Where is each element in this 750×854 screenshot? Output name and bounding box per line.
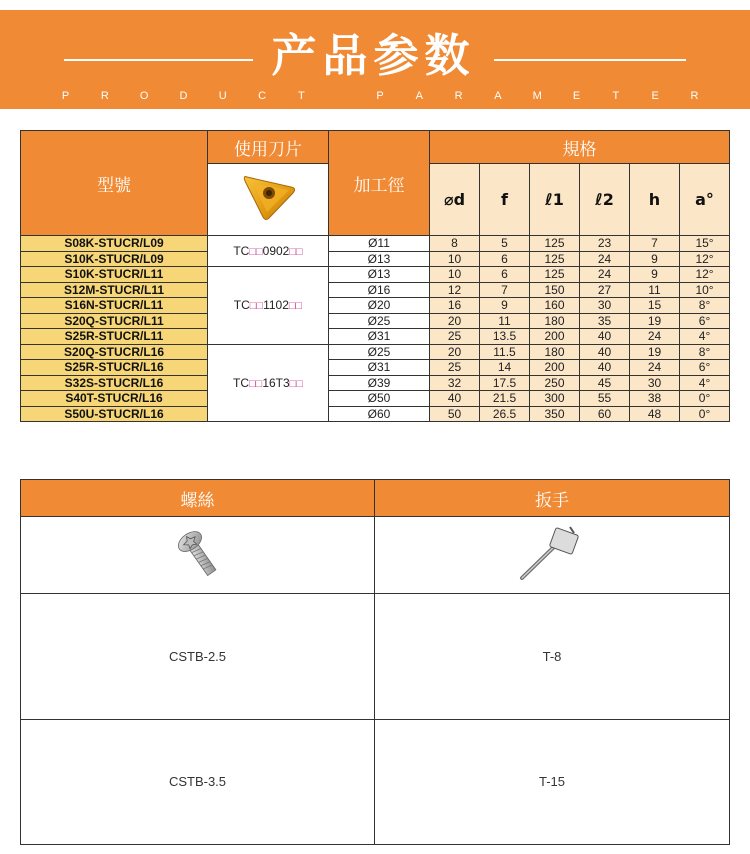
parameter-banner xyxy=(0,10,750,109)
spec-d-cell: 10 xyxy=(430,251,480,267)
spec-h-cell: 11 xyxy=(630,282,680,298)
spec-row xyxy=(21,282,730,298)
model-cell: S50U-STUCR/L16 xyxy=(21,406,208,422)
banner-subtitle xyxy=(60,90,700,102)
insert-code-prefix: TC xyxy=(233,298,250,313)
spec-d-cell: 25 xyxy=(430,360,480,376)
spec-f-cell: 6 xyxy=(480,267,530,283)
spec-row xyxy=(21,313,730,329)
torx-wrench-icon xyxy=(512,523,592,583)
spec-row xyxy=(21,329,730,345)
insert-code-code: 1102 xyxy=(263,298,289,313)
model-cell: S32S-STUCR/L16 xyxy=(21,375,208,391)
insert-code-cell xyxy=(208,236,329,267)
spec-a-cell: 15° xyxy=(680,236,730,252)
spec-h-cell: 38 xyxy=(630,391,680,407)
insert-code-suffix: □□ xyxy=(288,300,303,313)
bore-cell: Ø50 xyxy=(329,391,430,407)
spec-f-cell: 9 xyxy=(480,298,530,314)
banner-subtitle-letter: R xyxy=(100,90,109,102)
spec-a-cell: 4° xyxy=(680,329,730,345)
spec-row xyxy=(21,375,730,391)
spec-l1-cell: 160 xyxy=(530,298,580,314)
spec-l1-cell: 200 xyxy=(530,329,580,345)
screw-value: CSTB-2.5 xyxy=(21,594,375,720)
header-h: h xyxy=(630,164,680,236)
spec-a-cell: 4° xyxy=(680,375,730,391)
spec-row xyxy=(21,344,730,360)
insert-code-boxes: □□ xyxy=(249,246,263,258)
spec-f-cell: 11.5 xyxy=(480,344,530,360)
bore-cell: Ø16 xyxy=(329,282,430,298)
bore-cell: Ø31 xyxy=(329,329,430,345)
header-f: f xyxy=(480,164,530,236)
banner-left-rule xyxy=(64,59,253,61)
spec-l1-cell: 250 xyxy=(530,375,580,391)
spec-a-cell: 8° xyxy=(680,298,730,314)
spec-l1-cell: 350 xyxy=(530,406,580,422)
screw-value: CSTB-3.5 xyxy=(21,719,375,845)
banner-subtitle-letter: A xyxy=(494,90,502,102)
bore-cell: Ø13 xyxy=(329,267,430,283)
insert-code-prefix: TC xyxy=(233,244,250,258)
spec-h-cell: 7 xyxy=(630,236,680,252)
insert-code-prefix: TC xyxy=(233,375,250,390)
spec-a-cell: 0° xyxy=(680,391,730,407)
spec-l2-cell: 24 xyxy=(580,267,630,283)
bore-cell: Ø31 xyxy=(329,360,430,376)
spec-f-cell: 5 xyxy=(480,236,530,252)
banner-subtitle-letter: P xyxy=(61,90,70,102)
spec-row xyxy=(21,236,730,252)
model-cell: S16N-STUCR/L11 xyxy=(21,298,208,314)
banner-right-rule xyxy=(494,59,686,61)
header-a: a° xyxy=(680,164,730,236)
spec-h-cell: 48 xyxy=(630,406,680,422)
screw-header: 螺絲 xyxy=(21,480,375,517)
spec-l2-cell: 24 xyxy=(580,251,630,267)
insert-code-suffix: □□ xyxy=(289,246,303,258)
spec-l1-cell: 125 xyxy=(530,251,580,267)
model-cell: S20Q-STUCR/L11 xyxy=(21,313,208,329)
insert-code-cell xyxy=(208,267,329,345)
spec-f-cell: 6 xyxy=(480,251,530,267)
banner-subtitle-letter: M xyxy=(532,90,542,102)
model-cell: S40T-STUCR/L16 xyxy=(21,391,208,407)
wrench-value: T-8 xyxy=(375,594,730,720)
spec-a-cell: 6° xyxy=(680,313,730,329)
wrench-value: T-15 xyxy=(375,719,730,845)
banner-subtitle-letter: A xyxy=(415,90,423,102)
spec-l2-cell: 23 xyxy=(580,236,630,252)
model-cell: S25R-STUCR/L11 xyxy=(21,329,208,345)
spec-l2-cell: 40 xyxy=(580,344,630,360)
spec-h-cell: 19 xyxy=(630,313,680,329)
insert-code-boxes: □□ xyxy=(249,300,264,313)
insert-code-code: 0902 xyxy=(262,244,290,258)
bore-cell: Ø11 xyxy=(329,236,430,252)
bore-cell: Ø25 xyxy=(329,313,430,329)
header-insert: 使用刀片 xyxy=(208,131,329,164)
spec-l1-cell: 125 xyxy=(530,267,580,283)
spec-a-cell: 8° xyxy=(680,344,730,360)
spec-a-cell: 0° xyxy=(680,406,730,422)
spec-row xyxy=(21,251,730,267)
banner-subtitle-letter: O xyxy=(139,90,149,102)
spec-a-cell: 12° xyxy=(680,267,730,283)
spec-l1-cell: 200 xyxy=(530,360,580,376)
wrench-image-cell xyxy=(375,517,730,594)
spec-d-cell: 20 xyxy=(430,344,480,360)
spec-a-cell: 12° xyxy=(680,251,730,267)
insert-code-boxes: □□ xyxy=(249,377,263,390)
spec-row xyxy=(21,360,730,376)
spec-d-cell: 50 xyxy=(430,406,480,422)
model-cell: S10K-STUCR/L09 xyxy=(21,251,208,267)
spec-h-cell: 30 xyxy=(630,375,680,391)
spec-l2-cell: 27 xyxy=(580,282,630,298)
insert-image-cell xyxy=(208,164,329,236)
bore-cell: Ø13 xyxy=(329,251,430,267)
spec-l2-cell: 30 xyxy=(580,298,630,314)
banner-subtitle-letter: T xyxy=(612,90,620,102)
spec-l2-cell: 40 xyxy=(580,360,630,376)
banner-subtitle-letter: E xyxy=(651,90,659,102)
header-l2: ℓ2 xyxy=(580,164,630,236)
spec-a-cell: 6° xyxy=(680,360,730,376)
banner-subtitle-letter: P xyxy=(376,90,384,102)
spec-row xyxy=(21,391,730,407)
bore-cell: Ø39 xyxy=(329,375,430,391)
spec-row xyxy=(21,267,730,283)
bore-cell: Ø20 xyxy=(329,298,430,314)
spec-h-cell: 9 xyxy=(630,251,680,267)
model-cell: S12M-STUCR/L11 xyxy=(21,282,208,298)
banner-subtitle-letter: U xyxy=(218,90,227,102)
spec-f-cell: 17.5 xyxy=(480,375,530,391)
triangular-insert-icon xyxy=(237,171,299,223)
spec-row xyxy=(21,406,730,422)
spec-l1-cell: 180 xyxy=(530,313,580,329)
header-specs: 規格 xyxy=(430,131,730,164)
banner-subtitle-letter: T xyxy=(298,90,305,102)
spec-h-cell: 24 xyxy=(630,329,680,345)
model-cell: S20Q-STUCR/L16 xyxy=(21,344,208,360)
spec-l2-cell: 35 xyxy=(580,313,630,329)
spec-f-cell: 21.5 xyxy=(480,391,530,407)
bore-cell: Ø60 xyxy=(329,406,430,422)
spec-h-cell: 15 xyxy=(630,298,680,314)
banner-subtitle-letter xyxy=(335,90,346,102)
screw-image-cell xyxy=(21,517,375,594)
bore-cell: Ø25 xyxy=(329,344,430,360)
spec-d-cell: 10 xyxy=(430,267,480,283)
banner-subtitle-letter: D xyxy=(179,90,188,102)
header-l1: ℓ1 xyxy=(530,164,580,236)
spec-h-cell: 24 xyxy=(630,360,680,376)
accessory-table xyxy=(20,479,730,845)
banner-title: 产品参数 xyxy=(271,29,476,82)
banner-subtitle-letter: R xyxy=(690,90,699,102)
spec-l2-cell: 40 xyxy=(580,329,630,345)
spec-d-cell: 12 xyxy=(430,282,480,298)
header-bore: 加工徑 xyxy=(329,131,430,236)
model-cell: S25R-STUCR/L16 xyxy=(21,360,208,376)
spec-h-cell: 9 xyxy=(630,267,680,283)
spec-h-cell: 19 xyxy=(630,344,680,360)
spec-l1-cell: 125 xyxy=(530,236,580,252)
spec-row xyxy=(21,298,730,314)
spec-l2-cell: 55 xyxy=(580,391,630,407)
spec-table xyxy=(20,130,730,422)
spec-a-cell: 10° xyxy=(680,282,730,298)
spec-l1-cell: 180 xyxy=(530,344,580,360)
spec-d-cell: 40 xyxy=(430,391,480,407)
screw-icon xyxy=(172,525,224,581)
insert-code-cell xyxy=(208,344,329,422)
spec-l1-cell: 150 xyxy=(530,282,580,298)
spec-d-cell: 25 xyxy=(430,329,480,345)
spec-f-cell: 14 xyxy=(480,360,530,376)
insert-code-code: 16T3 xyxy=(262,375,290,390)
banner-subtitle-letter: R xyxy=(454,90,463,102)
model-cell: S08K-STUCR/L09 xyxy=(21,236,208,252)
spec-d-cell: 16 xyxy=(430,298,480,314)
header-d: ⌀d xyxy=(430,164,480,236)
spec-l2-cell: 60 xyxy=(580,406,630,422)
model-cell: S10K-STUCR/L11 xyxy=(21,267,208,283)
spec-f-cell: 13.5 xyxy=(480,329,530,345)
wrench-header: 扳手 xyxy=(375,480,730,517)
spec-d-cell: 8 xyxy=(430,236,480,252)
spec-d-cell: 20 xyxy=(430,313,480,329)
spec-f-cell: 26.5 xyxy=(480,406,530,422)
insert-code-suffix: □□ xyxy=(289,377,303,390)
spec-f-cell: 11 xyxy=(480,313,530,329)
banner-subtitle-letter: E xyxy=(572,90,581,102)
banner-subtitle-letter: C xyxy=(258,90,267,102)
spec-l2-cell: 45 xyxy=(580,375,630,391)
header-model: 型號 xyxy=(21,131,208,236)
spec-d-cell: 32 xyxy=(430,375,480,391)
spec-l1-cell: 300 xyxy=(530,391,580,407)
spec-f-cell: 7 xyxy=(480,282,530,298)
